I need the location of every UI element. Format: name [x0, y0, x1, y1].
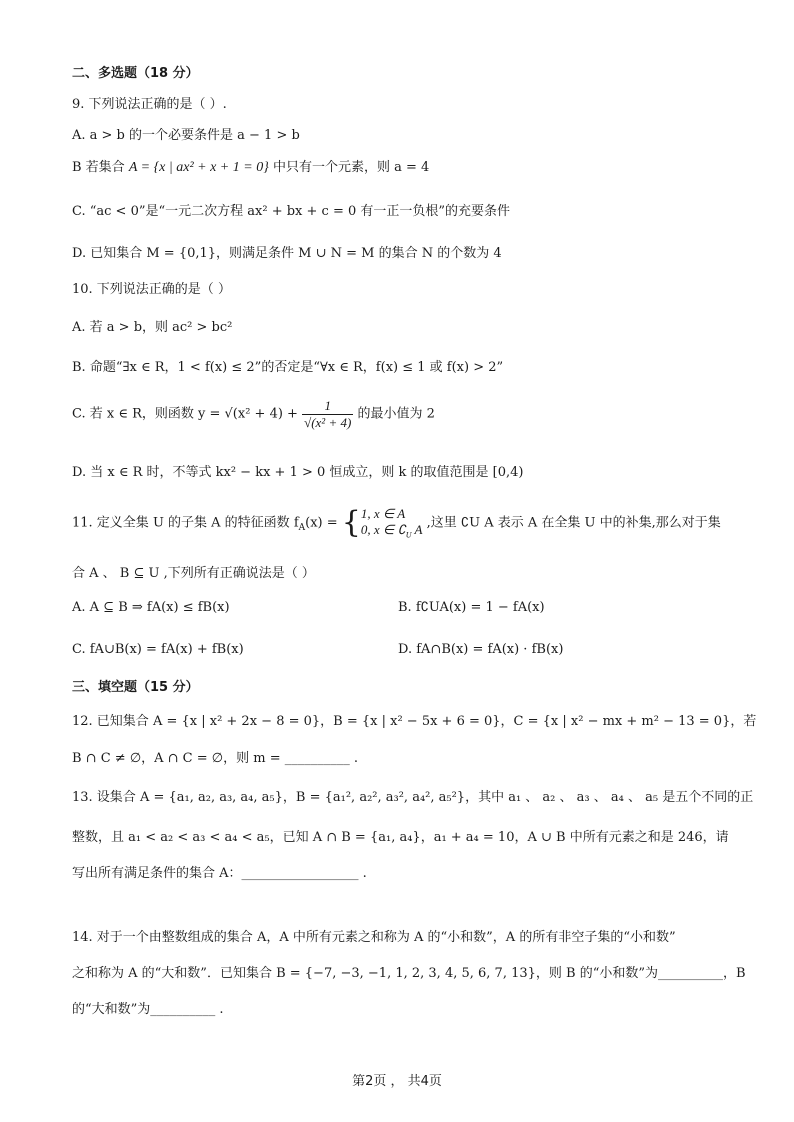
- question-12-line-1: 12. 已知集合 A = {x | x² + 2x − 8 = 0}，B = {x | x² − 5x + 6 = 0}，C = {x | x² − mx + m² − 13 = 0}，若: [72, 714, 757, 729]
- question-14-line-3: 的“大和数”为__________ .: [72, 1002, 224, 1017]
- question-11-stem: [72, 505, 721, 541]
- question-9-option-b-suffix: 中只有一个元素，则 a = 4: [268, 160, 430, 175]
- question-11-option-b: B. f∁UA(x) = 1 − fA(x): [398, 600, 545, 615]
- question-11-stem-suffix: ,这里 ∁U A 表示 A 在全集 U 中的补集,那么对于集: [422, 515, 721, 531]
- piecewise-case-1: 1, x ∈ A: [360, 505, 406, 521]
- question-10-stem: 10. 下列说法正确的是（ ）: [72, 282, 231, 297]
- piecewise-case-2-text: 0, x ∈ ∁: [360, 521, 406, 537]
- question-10-option-c-fraction: [302, 398, 353, 430]
- question-13-line-2: 整数，且 a₁ < a₂ < a₃ < a₄ < a₅，已知 A ∩ B = {a₁, a₄}，a₁ + a₄ = 10，A ∪ B 中所有元素之和是 246，请: [72, 830, 729, 845]
- question-11-stem-line2: 合 A 、 B ⊆ U ,下列所有正确说法是（ ）: [72, 566, 315, 581]
- question-11-stem-mid: (x) =: [305, 515, 342, 531]
- question-10-option-c-prefix: C. 若 x ∈ R，则函数 y = √(x² + 4) +: [72, 406, 303, 422]
- question-9-option-b-set: A = {x | ax² + x + 1 = 0}: [128, 160, 269, 175]
- question-14-line-2: 之和称为 A 的“大和数”．已知集合 B = {−7, −3, −1, 1, 2, 3, 4, 5, 6, 7, 13}，则 B 的“小和数”为__________，B: [72, 966, 746, 981]
- question-11-stem-subscript: A: [298, 523, 306, 534]
- piecewise-cases: [361, 506, 423, 541]
- page-number-footer: 第2页 ， 共4页: [352, 1074, 442, 1089]
- question-9-option-a: A. a > b 的一个必要条件是 a − 1 > b: [72, 128, 300, 143]
- question-13-line-1: 13. 设集合 A = {a₁, a₂, a₃, a₄, a₅}，B = {a₁², a₂², a₃², a₄², a₅²}，其中 a₁ 、 a₂ 、 a₃ 、 a₄ 、 a₅ 是五个不同的正: [72, 790, 754, 805]
- question-9-stem: 9. 下列说法正确的是（ ）.: [72, 97, 227, 112]
- question-9-option-b: [72, 160, 429, 177]
- question-10-option-b: B. 命题“∃x ∈ R，1 < f(x) ≤ 2”的否定是“∀x ∈ R，f(x) ≤ 1 或 f(x) > 2”: [72, 360, 504, 375]
- question-12-line-2: B ∩ C ≠ ∅，A ∩ C = ∅，则 m = __________ .: [72, 751, 358, 766]
- section-title-fill-in: 三、填空题（15 分）: [72, 680, 199, 695]
- question-11-option-c: C. fA∪B(x) = fA(x) + fB(x): [72, 642, 244, 657]
- question-9-option-b-prefix: B 若集合: [72, 160, 129, 175]
- question-10-option-c-suffix: 的最小值为 2: [353, 406, 435, 422]
- piecewise-case-2-subscript: U: [405, 530, 412, 540]
- question-10-option-d: D. 当 x ∈ R 时，不等式 kx² − kx + 1 > 0 恒成立，则 k 的取值范围是 [0,4): [72, 465, 524, 480]
- fraction-denominator: √(x² + 4): [304, 414, 352, 430]
- fraction-numerator: 1: [302, 398, 353, 415]
- question-9-option-d: D. 已知集合 M = {0,1}，则满足条件 M ∪ N = M 的集合 N 的个数为 4: [72, 246, 502, 261]
- piecewise-case-2-end: A: [411, 521, 423, 537]
- question-11-stem-prefix: 11. 定义全集 U 的子集 A 的特征函数 f: [72, 515, 299, 531]
- piecewise-brace: {: [341, 505, 361, 540]
- question-13-line-3: 写出所有满足条件的集合 A：__________________ .: [72, 866, 367, 881]
- question-11-option-d: D. fA∩B(x) = fA(x) · fB(x): [398, 642, 564, 657]
- question-9-option-c: C. “ac < 0”是“一元二次方程 ax² + bx + c = 0 有一正一负根”的充要条件: [72, 204, 511, 219]
- question-11-option-a: A. A ⊆ B ⇒ fA(x) ≤ fB(x): [72, 600, 230, 615]
- question-10-option-c: [72, 398, 435, 430]
- section-title-multiple-choice: 二、多选题（18 分）: [72, 66, 199, 81]
- question-14-line-1: 14. 对于一个由整数组成的集合 A，A 中所有元素之和称为 A 的“小和数”，A 的所有非空子集的“小和数”: [72, 930, 676, 945]
- question-10-option-a: A. 若 a > b，则 ac² > bc²: [72, 320, 233, 335]
- piecewise-case-2: [361, 522, 423, 541]
